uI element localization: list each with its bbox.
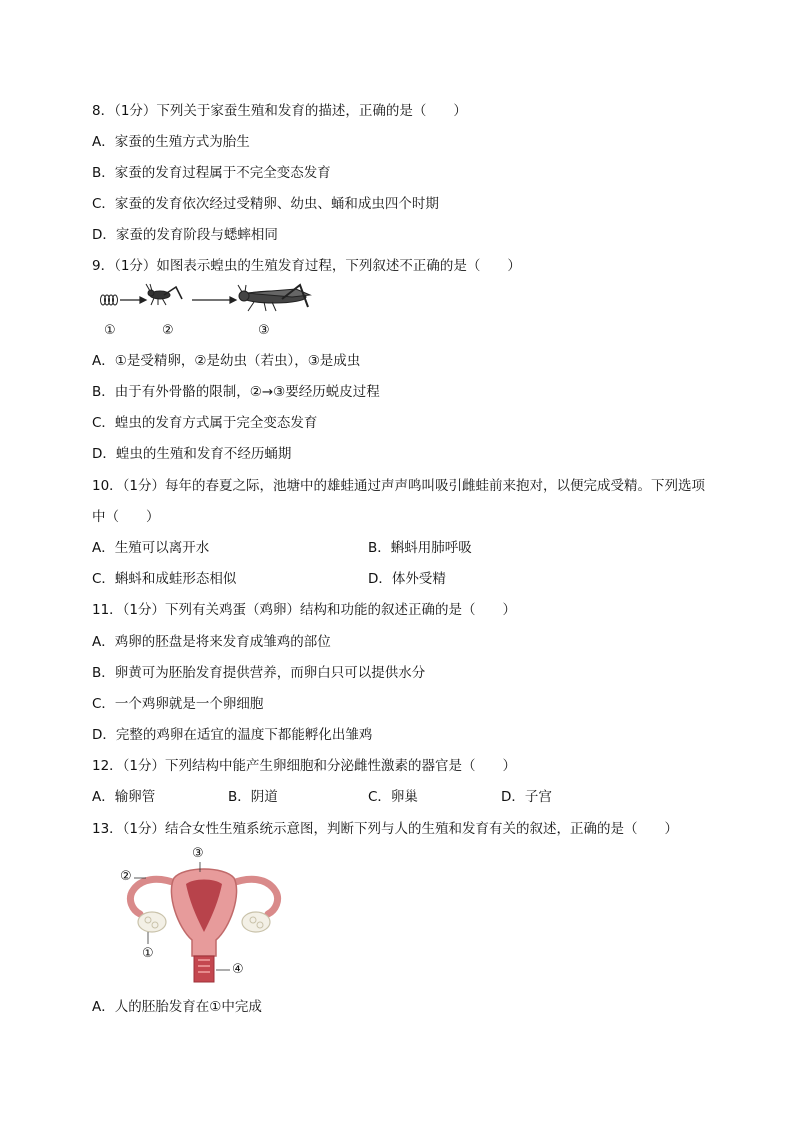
adult-locust-icon [238,285,310,311]
question-10-option-a: A．生殖可以离开水 [92,540,210,556]
question-11-option-b: B．卵黄可为胚胎发育提供营养，而卵白只可以提供水分 [92,665,426,681]
figure-label-1: ① [104,323,116,338]
question-12-option-d: D．子宫 [501,789,552,805]
question-11-option-c: C．一个鸡卵就是一个卵细胞 [92,696,264,712]
figure-label-3: ③ [192,846,204,861]
locust-development-figure [96,283,326,343]
question-9-option-a: A．①是受精卵，②是幼虫（若虫），③是成虫 [92,353,361,369]
arrow-icon [120,297,146,303]
question-9-stem: 9．（1分）如图表示蝗虫的生殖发育过程，下列叙述不正确的是（ ） [92,258,521,274]
question-12-option-a: A．输卵管 [92,789,156,805]
question-9-option-b: B．由于有外骨骼的限制，②→③要经历蜕皮过程 [92,384,380,400]
question-11-option-a: A．鸡卵的胚盘是将来发育成雏鸡的部位 [92,634,331,650]
figure-label-4: ④ [232,962,244,977]
figure-label-2: ② [120,869,132,884]
question-12-option-c: C．卵巢 [368,789,418,805]
question-12-stem: 12．（1分）下列结构中能产生卵细胞和分泌雌性激素的器官是（ ） [92,758,517,774]
question-9-option-d: D．蝗虫的生殖和发育不经历蛹期 [92,446,292,462]
question-10-option-c: C．蝌蚪和成蛙形态相似 [92,571,237,587]
question-10-option-d: D．体外受精 [368,571,446,587]
figure-label-3: ③ [258,323,270,338]
question-13-stem: 13．（1分）结合女性生殖系统示意图，判断下列与人的生殖和发育有关的叙述，正确的是（ ） [92,821,679,837]
question-11-stem: 11．（1分）下列有关鸡蛋（鸡卵）结构和功能的叙述正确的是（ ） [92,602,517,618]
question-8-stem: 8．（1分）下列关于家蚕生殖和发育的描述，正确的是（ ） [92,103,467,119]
figure-label-2: ② [162,323,174,338]
question-8-option-a: A．家蚕的生殖方式为胎生 [92,134,250,150]
arrow-icon [192,297,236,303]
question-9-option-c: C．蝗虫的发育方式属于完全变态发育 [92,415,318,431]
question-13-option-a: A．人的胚胎发育在①中完成 [92,999,262,1015]
female-reproductive-system-figure [118,848,288,988]
question-10-option-b: B．蝌蚪用肺呼吸 [368,540,472,556]
question-8-option-b: B．家蚕的发育过程属于不完全变态发育 [92,165,331,181]
question-12-option-b: B．阴道 [228,789,278,805]
question-10-stem-cont: 中（ ） [92,509,160,525]
question-8-option-d: D．家蚕的发育阶段与蟋蟀相同 [92,227,278,243]
figure-label-1: ① [142,946,154,961]
nymph-icon [146,284,182,305]
question-11-option-d: D．完整的鸡卵在适宜的温度下都能孵化出雏鸡 [92,727,373,743]
egg-icon [101,295,118,305]
question-10-stem: 10．（1分）每年的春夏之际，池塘中的雄蛙通过声声鸣叫吸引雌蛙前来抱对，以便完成受精。下列选项 [92,478,706,494]
question-8-option-c: C．家蚕的发育依次经过受精卵、幼虫、蛹和成虫四个时期 [92,196,439,212]
